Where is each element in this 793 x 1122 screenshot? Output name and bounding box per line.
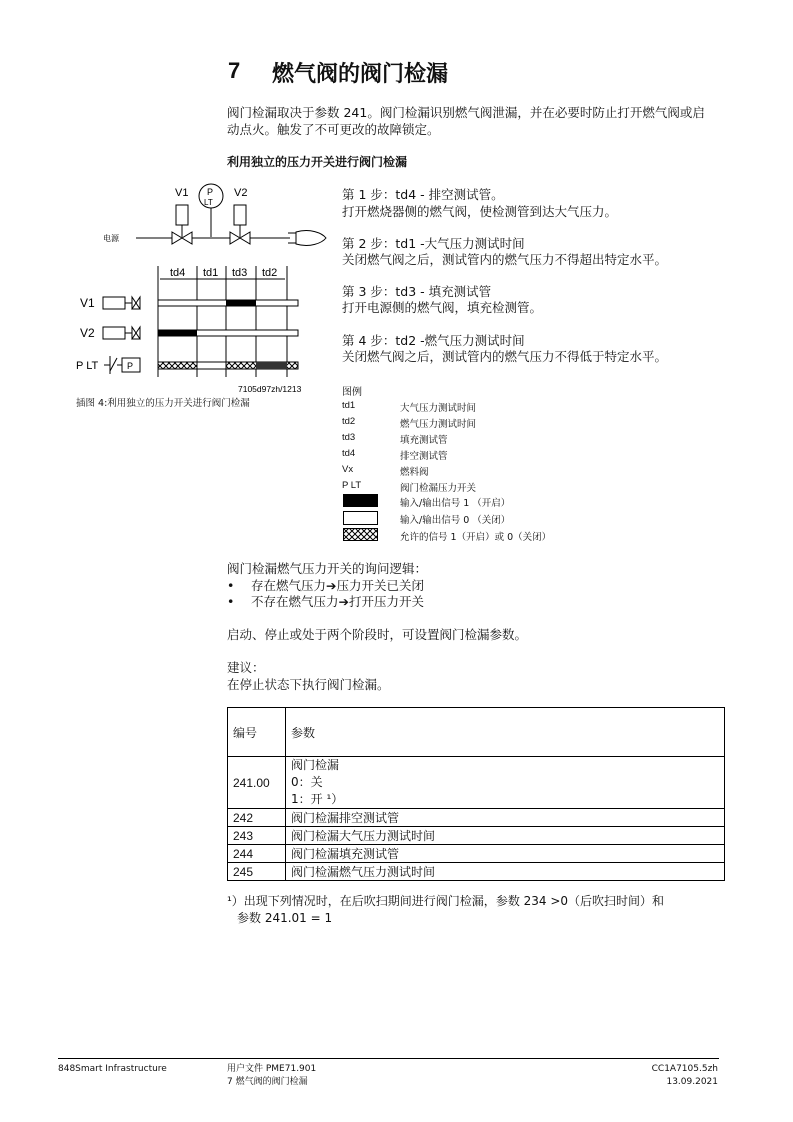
valve-v1-actuator [176, 205, 188, 225]
intro-line-2: 动点火。触发了不可更改的故障锁定。 [227, 122, 440, 137]
bullet-icon: • [227, 578, 235, 593]
step-2-desc: 关闭燃气阀之后，测试管内的燃气压力不得超出特定水平。 [342, 252, 668, 267]
label-v2: V2 [234, 187, 248, 199]
legend-symbol-hatch [343, 528, 379, 542]
header-parameter: 参数 [286, 708, 725, 757]
cell-number: 242 [228, 809, 286, 827]
legend-symbol-black [343, 494, 378, 507]
table-row [228, 845, 725, 863]
row-label-v2: V2 [80, 326, 95, 340]
logic-bullet-1: • 存在燃气压力➔压力开关已关闭 [227, 578, 424, 593]
cell-number: 245 [228, 863, 286, 881]
signal-v1-on [226, 300, 256, 306]
signal-v2-on [158, 330, 197, 336]
parameter-table [227, 707, 725, 881]
advice-label: 建议： [227, 660, 265, 675]
step-1-title: 第 1 步：td4 - 排空测试管。 [342, 187, 504, 202]
table-row [228, 827, 725, 845]
valve-v2-actuator [234, 205, 246, 225]
cell-parameter: 阀门检漏填充测试管 [286, 845, 725, 863]
footer-company: 848Smart Infrastructure [58, 1064, 167, 1074]
bullet-icon: • [227, 594, 235, 609]
label-power: 电源 [103, 234, 119, 243]
step-4-title: 第 4 步：td2 -燃气压力测试时间 [342, 333, 525, 348]
legend-symbol-white [343, 511, 378, 525]
cell-parameter: 阀门检漏排空测试管 [286, 809, 725, 827]
cell-parameter: 阀门检漏燃气压力测试时间 [286, 863, 725, 881]
legend-black-text: 输入/输出信号 1 （开启） [400, 498, 511, 509]
legend-hatch-text: 允许的信号 1（开启）或 0（关闭） [400, 532, 552, 543]
step-4-desc: 关闭燃气阀之后，测试管内的燃气压力不得低于特定水平。 [342, 349, 668, 364]
cell-number: 243 [228, 827, 286, 845]
phase-td1: td1 [203, 267, 219, 279]
footer-rule [58, 1058, 719, 1059]
footer-date: 13.09.2021 [666, 1077, 718, 1087]
burner-flame-icon [296, 231, 326, 246]
valve-v2-symbol-left [230, 232, 240, 244]
valve-v1-symbol-right [182, 232, 192, 244]
param-note: 启动、停止或处于两个阶段时，可设置阀门检漏参数。 [227, 627, 528, 642]
legend-white-text: 输入/输出信号 0 （关闭） [400, 515, 511, 526]
chapter-title: 燃气阀的阀门检漏 [272, 62, 449, 87]
table-row [228, 863, 725, 881]
footnote-line-1: ¹）出现下列情况时，在后吹扫期间进行阀门检漏，参数 234 >0（后吹扫时间）和 [227, 894, 665, 908]
row-label-plt: P LT [76, 360, 99, 372]
step-2-title: 第 2 步：td1 -大气压力测试时间 [342, 236, 525, 251]
phase-td2: td2 [262, 267, 278, 279]
footnote-line-2: 参数 241.01 = 1 [237, 911, 333, 925]
footer-chapter: 7 燃气阀的阀门检漏 [227, 1077, 308, 1087]
label-p: P [207, 187, 214, 197]
chapter-number: 7 [228, 58, 241, 83]
label-v1: V1 [175, 187, 189, 199]
legend-title: 图例 [342, 387, 362, 398]
label-lt: LT [204, 198, 213, 207]
cell-parameter: 阀门检漏 0：关 1：开 ¹） [286, 757, 725, 809]
step-1-desc: 打开燃烧器侧的燃气阀，使检测管到达大气压力。 [342, 204, 618, 219]
logic-bullet-2: • 不存在燃气压力➔打开压力开关 [227, 594, 424, 609]
cell-parameter: 阀门检漏大气压力测试时间 [286, 827, 725, 845]
plt-box-p: P [127, 361, 134, 371]
step-3-desc: 打开电源侧的燃气阀，填充检测管。 [342, 300, 543, 315]
footer-doc: 用户文件 PME71.901 [227, 1064, 317, 1074]
signal-plt-on [256, 362, 287, 369]
cell-number: 241.00 [228, 757, 286, 809]
logic-title: 阀门检漏燃气压力开关的询问逻辑： [227, 561, 428, 576]
step-3-title: 第 3 步：td3 - 填充测试管 [342, 284, 492, 299]
footer-doc-code: CC1A7105.5zh [651, 1064, 718, 1074]
figure-caption: 插图 4:利用独立的压力开关进行阀门检漏 [76, 398, 250, 409]
row-label-v1: V1 [80, 296, 95, 310]
valve-v1-symbol-left [172, 232, 182, 244]
table-header-row [228, 708, 725, 757]
subheading: 利用独立的压力开关进行阀门检漏 [227, 155, 408, 169]
valve-v2-symbol-right [240, 232, 250, 244]
advice-text: 在停止状态下执行阀门检漏。 [227, 677, 390, 692]
phase-td3: td3 [232, 267, 248, 279]
header-number: 编号 [228, 708, 286, 757]
diagram-code: 7105d97zh/1213 [238, 384, 302, 394]
intro-line-1: 阀门检漏取决于参数 241。阀门检漏识别燃气阀泄漏，并在必要时防止打开燃气阀或启 [227, 105, 705, 120]
table-row [228, 757, 725, 809]
cell-number: 244 [228, 845, 286, 863]
phase-td4: td4 [170, 267, 186, 279]
valve-proving-diagram [70, 180, 330, 405]
table-row [228, 809, 725, 827]
